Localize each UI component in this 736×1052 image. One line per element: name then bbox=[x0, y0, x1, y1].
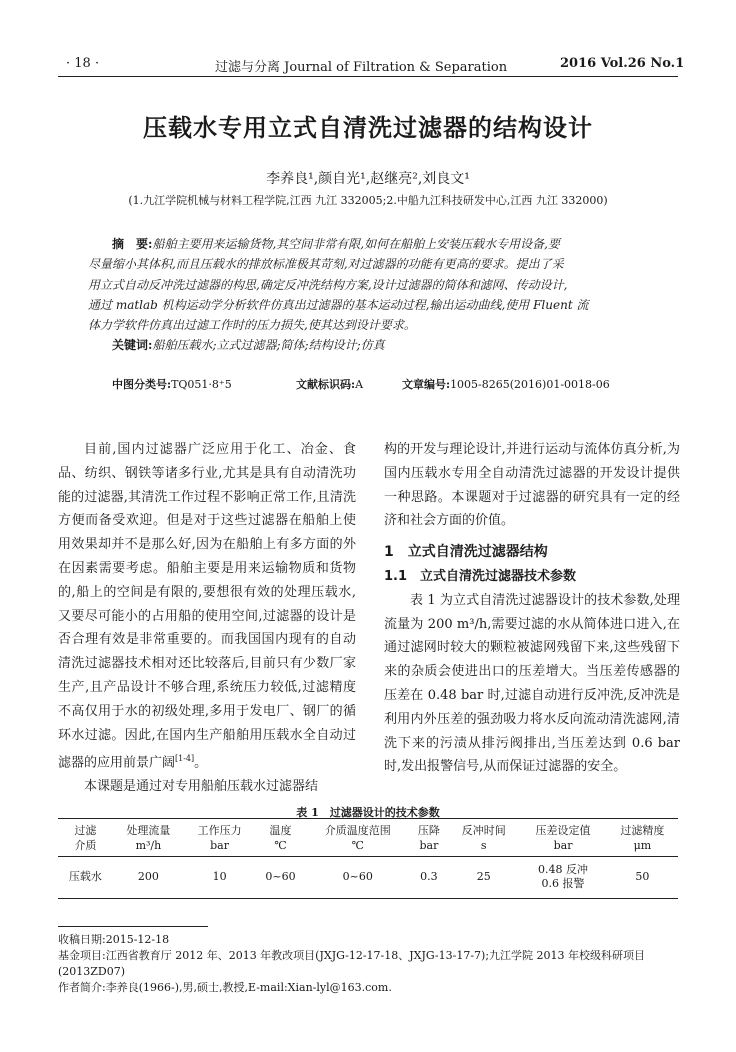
table-header: 压降 bar bbox=[410, 820, 449, 857]
table-cell: 压载水 bbox=[68, 870, 102, 883]
table-cell: 0~60 bbox=[342, 870, 373, 883]
table-cell: 50 bbox=[635, 870, 650, 883]
funding: 基金项目:江西省教育厅 2012 年、2013 年教改项目(JXJG-12-17-18、JXJG-13-17-7);九江学院 2013 年校级科研项目 bbox=[58, 949, 646, 962]
table-header: 处理流量 m³/h bbox=[113, 820, 184, 857]
abstract-line: 用立式自动反冲洗过滤器的构思,确定反冲洗结构方案,设计过滤器的简体和滤网、传动设计, bbox=[88, 277, 568, 292]
journal-name: 过滤与分离 Journal of Filtration & Separation bbox=[215, 60, 508, 75]
body-paragraph: 构的开发与理论设计,并进行运动与流体仿真分析,为国内压载水专用全自动清洗过滤器的开发设计提供一种思路。本课题对于过滤器的研究具有一定的经济和社会方面的价值。 bbox=[384, 442, 680, 529]
table-header: 介质温度范围 ℃ bbox=[306, 820, 410, 857]
classification: 中图分类号:TQ051·8⁺5 bbox=[112, 378, 232, 391]
article-number: 文章编号:1005-8265(2016)01-0018-06 bbox=[402, 378, 610, 391]
page-number: · 18 · bbox=[66, 56, 100, 71]
section-heading: 1 立式自清洗过滤器结构 bbox=[384, 544, 548, 561]
table-header: 温度 ℃ bbox=[255, 820, 306, 857]
author-bio: 作者简介:李养良(1966-),男,硕士,教授,E-mail:Xian-lyl@163.com. bbox=[58, 981, 392, 994]
table-top-rule bbox=[58, 818, 678, 819]
left-column bbox=[58, 438, 356, 799]
abstract-line: 体力学软件仿真出过滤工作时的压力损失,使其达到设计要求。 bbox=[88, 318, 416, 333]
issue-info: 2016 Vol.26 No.1 bbox=[560, 56, 685, 71]
paper-title: 压载水专用立式自清洗过滤器的结构设计 bbox=[143, 114, 593, 142]
table-cell: 0~60 bbox=[265, 870, 296, 883]
table-cell: 0.3 bbox=[420, 870, 438, 883]
abstract-label: 摘 要: bbox=[112, 237, 153, 251]
right-column bbox=[384, 438, 680, 779]
table-cell: 25 bbox=[476, 870, 491, 883]
table-title: 表 1 过滤器设计的技术参数 bbox=[296, 806, 440, 819]
table-header: 过滤精度 μm bbox=[607, 820, 678, 857]
abstract-line: 尽量缩小其体积,而且压载水的排放标准极其苛刻,对过滤器的功能有更高的要求。提出了采 bbox=[88, 257, 564, 272]
body-paragraph: 表 1 为立式自清洗过滤器设计的技术参数,处理流量为 200 m³/h,需要过滤的水从简体进口进入,在通过滤网时较大的颗粒被滤网残留下来,这些残留下来的杂质会使进出口的压差增大。当压差传感器的压差在 0.48 bar 时,过滤自动进行反冲洗,反冲洗是利用内外压差的强劲吸力将水反向流动清洗滤网,清洗下来的污渍从排污阀排出,当压差达到 0.6 bar 时,发出报警信号,从而保证过滤器的安全。 bbox=[384, 592, 680, 775]
document-code: 文献标识码:A bbox=[296, 378, 364, 391]
table-row bbox=[58, 857, 678, 898]
authors: 李养良¹,颜自光¹,赵继亮²,刘良文¹ bbox=[266, 171, 470, 187]
abstract-line: 摘 要:船舶主要用来运输货物,其空间非常有限,如何在船舶上安装压载水专用设备,要 bbox=[112, 237, 560, 251]
citation: [1-4] bbox=[175, 754, 195, 764]
footnotes bbox=[58, 932, 678, 996]
affiliations: (1.九江学院机械与材料工程学院,江西 九江 332005;2.中船九江科技研发中心,江西 九江 332000) bbox=[128, 194, 608, 207]
table-header-row bbox=[58, 820, 678, 857]
footnote-rule bbox=[58, 926, 208, 927]
subsection-heading: 1.1 立式自清洗过滤器技术参数 bbox=[384, 568, 577, 584]
table-header: 压差设定值 bar bbox=[519, 820, 606, 857]
funding-cont: (2013ZD07) bbox=[58, 965, 126, 978]
table-cell: 10 bbox=[212, 870, 227, 883]
table-header: 反冲时间 s bbox=[448, 820, 519, 857]
body-paragraph: 本课题是通过对专用船舶压载水过滤器结 bbox=[84, 779, 319, 795]
table-header: 工作压力 bar bbox=[184, 820, 255, 857]
received-date: 收稿日期:2015-12-18 bbox=[58, 933, 170, 946]
header-rule bbox=[58, 76, 678, 77]
keywords-label: 关键词: bbox=[112, 338, 153, 353]
body-paragraph: 目前,国内过滤器广泛应用于化工、冶金、食品、纺织、钢铁等诸多行业,尤其是具有自动清洗功能的过滤器,其清洗工作过程不影响正常工作,且清洗方便而备受欢迎。但是对于这些过滤器在船舶上使用效果却并不是那么好,因为在船舶上有多方面的外在因素需要考虑。船舶主要是用来运输物质和货物的,船上的空间是有限的,要想很有效的处理压载水,又要尽可能小的占用船的使用空间,过滤器的设计是否合理有效是非常重要的。而我国国内现有的自动清洗过滤器技术相对还比较落后,目前只有少数厂家生产,且产品设计不够合理,系统压力较低,过滤精度不高仅用于水的初级处理,多用于发电厂、钢厂的循环水过滤。因此,在国内生产船舶用压载水全自动过滤器的应用前景广阔[1-4]。 bbox=[58, 442, 356, 771]
abstract-line: 通过 matlab 机构运动学分析软件仿真出过滤器的基本运动过程,输出运动曲线,使用 Fluent 流 bbox=[88, 297, 589, 312]
table-bottom-rule bbox=[58, 898, 678, 899]
abstract bbox=[88, 234, 652, 356]
spec-table bbox=[58, 820, 678, 897]
table-cell: 200 bbox=[137, 870, 159, 883]
keywords: 关键词:船舶压载水;立式过滤器;简体;结构设计;仿真 bbox=[112, 338, 385, 353]
table-header: 过滤 介质 bbox=[58, 820, 113, 857]
table-cell: 0.48 反冲 0.6 报警 bbox=[538, 863, 589, 890]
